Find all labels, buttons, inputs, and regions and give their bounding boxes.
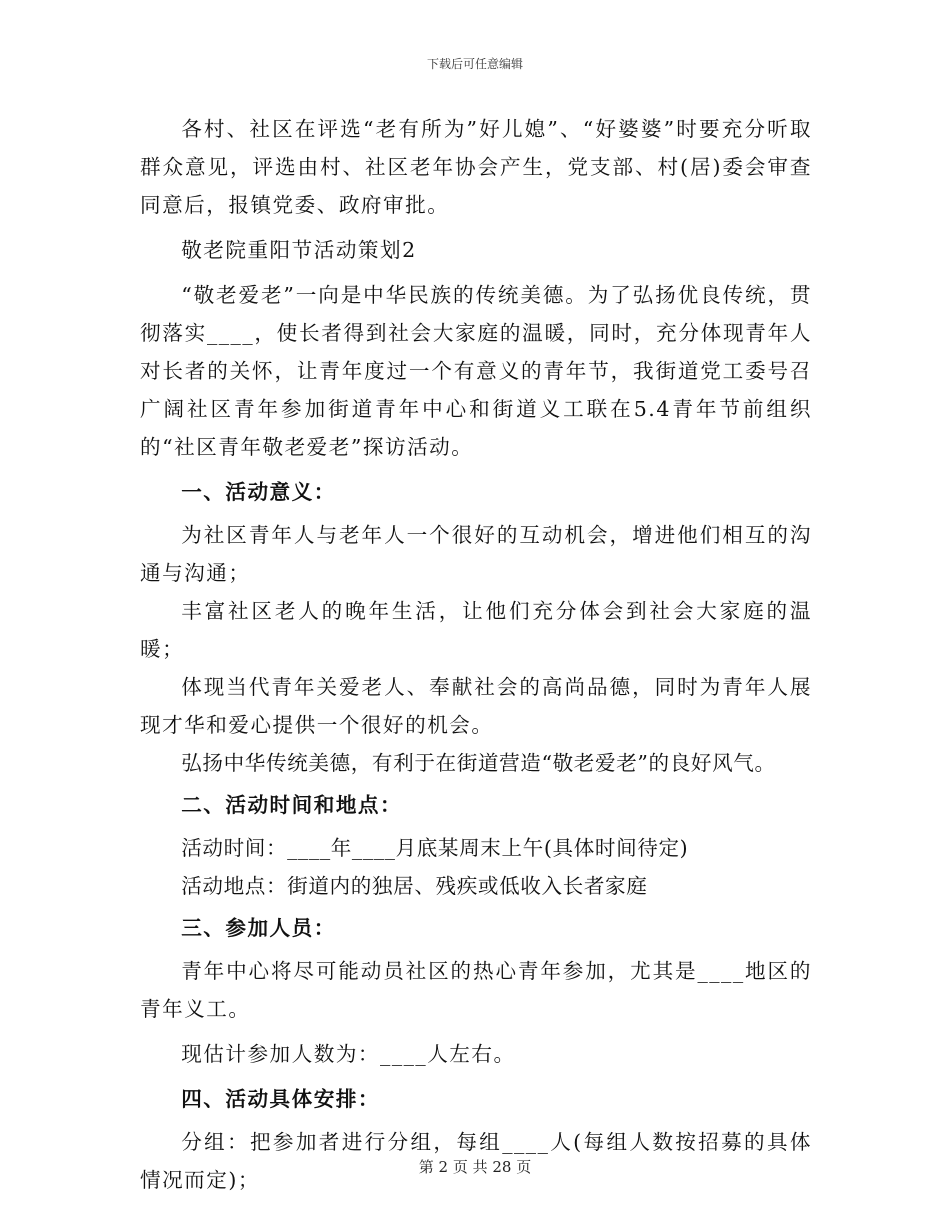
participants-paragraph: 青年中心将尽可能动员社区的热心青年参加，尤其是____地区的青年义工。	[140, 959, 812, 1021]
activity-place: 活动地点：街道内的独居、残疾或低收入长者家庭	[181, 874, 648, 898]
paragraph-intro: “敬老爱老”一向是中华民族的传统美德。为了弘扬优良传统，贯彻落实____，使长者得到社会大家庭的温暖，同时，充分体现青年人对长者的关怀，让青年度过一个有意义的青年节，我街道党工委号召广阔社区青年参加街道青年中心和街道义工联在5.4青年节前组织的“社区青年敬老爱老”探访活动。	[140, 283, 812, 459]
list-item: 丰富社区老人的晚年生活，让他们充分体会到社会大家庭的温暖；	[140, 599, 812, 661]
document-body	[140, 110, 812, 1199]
activity-time: 活动时间：____年____月底某周末上午(具体时间待定)	[181, 836, 689, 860]
section-heading-arrangement: 四、活动具体安排：	[181, 1087, 381, 1111]
participants-count: 现估计参加人数为：____人左右。	[181, 1042, 516, 1066]
page-number: 第 2 页 共 28 页	[418, 1158, 532, 1176]
page-header-note: 下载后可任意编辑	[426, 57, 523, 71]
list-item: 弘扬中华传统美德，有利于在街道营造“敬老爱老”的良好风气。	[181, 751, 776, 775]
paragraph-village-selection: 各村、社区在评选“老有所为”好儿媳”、“好婆婆”时要充分听取群众意见，评选由村、社区老年协会产生，党支部、村(居)委会审查同意后，报镇党委、政府审批。	[140, 117, 812, 217]
list-item: 体现当代青年关爱老人、奉献社会的高尚品德，同时为青年人展现才华和爱心提供一个很好的机会。	[140, 675, 812, 737]
document-title: 敬老院重阳节活动策划2	[181, 238, 417, 262]
section-heading-participants: 三、参加人员：	[181, 916, 336, 940]
section-heading-significance: 一、活动意义：	[181, 480, 336, 504]
section-heading-time-place: 二、活动时间和地点：	[181, 793, 403, 817]
list-item: 为社区青年人与老年人一个很好的互动机会，增进他们相互的沟通与沟通；	[140, 523, 812, 585]
grouping-paragraph: 分组：把参加者进行分组，每组____人(每组人数按招募的具体情况而定)；	[140, 1130, 812, 1192]
